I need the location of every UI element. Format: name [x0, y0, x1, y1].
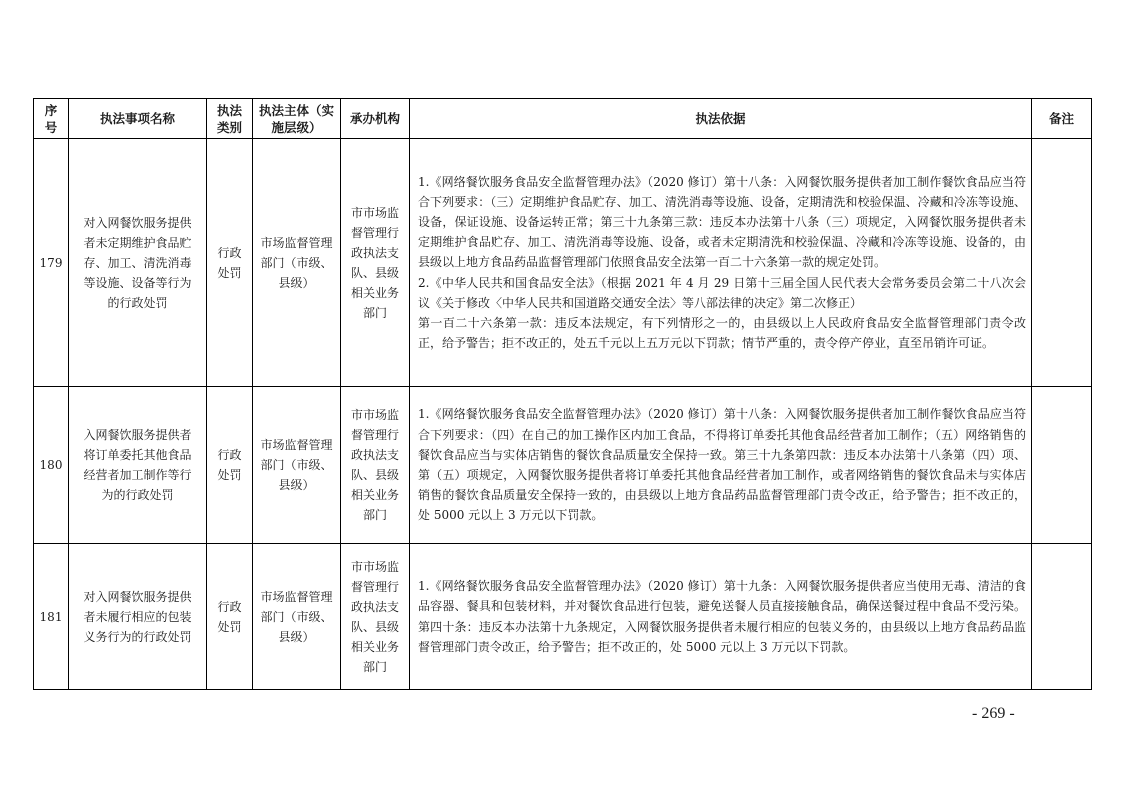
row-agency: 市市场监督管理行政执法支队、县级相关业务部门: [341, 387, 410, 544]
row-basis: [410, 544, 1032, 690]
row-subject: 市场监督管理部门（市级、县级）: [253, 387, 341, 544]
row-category: 行政处罚: [207, 139, 253, 387]
basis-paragraph: 1.《网络餐饮服务食品安全监督管理办法》（2020 修订）第十八条：入网餐饮服务提供者加工制作餐饮食品应当符合下列要求：（四）在自己的加工操作区内加工食品，不得将订单委托其他食品经营者加工制作；（五）网络销售的餐饮食品应当与实体店销售的餐饮食品质量安全保持一致。第三十九条第四款：违反本办法第十八条第（四）项、第（五）项规定，入网餐饮服务提供者将订单委托其他食品经营者加工制作，或者网络销售的餐饮食品未与实体店销售的餐饮食品质量安全保持一致的，由县级以上地方食品药品监督管理部门责令改正，给予警告；拒不改正的，处 5000 元以上 3 万元以下罚款。: [418, 407, 1026, 523]
row-basis: [410, 387, 1032, 544]
table-row: [34, 387, 1092, 544]
row-agency: 市市场监督管理行政执法支队、县级相关业务部门: [341, 139, 410, 387]
enforcement-table: [33, 98, 1092, 690]
table-header-row: [34, 99, 1092, 139]
row-subject: 市场监督管理部门（市级、县级）: [253, 544, 341, 690]
page-number: - 269 -: [972, 705, 1015, 722]
row-remark: [1032, 544, 1092, 690]
header-seq: 序号: [34, 99, 69, 139]
row-category: 行政处罚: [207, 387, 253, 544]
basis-paragraph: 2.《中华人民共和国食品安全法》（根据 2021 年 4 月 29 日第十三届全国人民代表大会常务委员会第二十八次会议《关于修改〈中华人民共和国道路交通安全法〉等八部法律的决定》第二次修正）: [418, 275, 1026, 310]
header-remark: 备注: [1032, 99, 1092, 139]
row-item-name: 对入网餐饮服务提供者未定期维护食品贮存、加工、清洗消毒等设施、设备等行为的行政处罚: [69, 139, 207, 387]
row-item-name: 对入网餐饮服务提供者未履行相应的包装义务行为的行政处罚: [69, 544, 207, 690]
table-row: [34, 139, 1092, 387]
header-item-name: 执法事项名称: [69, 99, 207, 139]
header-basis: 执法依据: [410, 99, 1032, 139]
header-category: 执法类别: [207, 99, 253, 139]
header-subject: 执法主体（实施层级）: [253, 99, 341, 139]
basis-paragraph: 1.《网络餐饮服务食品安全监督管理办法》（2020 修订）第十九条：入网餐饮服务提供者应当使用无毒、清洁的食品容器、餐具和包装材料，并对餐饮食品进行包装，避免送餐人员直接接触食品，确保送餐过程中食品不受污染。第四十条：违反本办法第十九条规定，入网餐饮服务提供者未履行相应的包装义务的，由县级以上地方食品药品监督管理部门责令改正，给予警告；拒不改正的，处 5000 元以上 3 万元以下罚款。: [418, 579, 1026, 654]
row-seq: 180: [34, 387, 69, 544]
row-remark: [1032, 139, 1092, 387]
row-agency: 市市场监督管理行政执法支队、县级相关业务部门: [341, 544, 410, 690]
row-category: 行政处罚: [207, 544, 253, 690]
row-basis: [410, 139, 1032, 387]
table-row: [34, 544, 1092, 690]
row-remark: [1032, 387, 1092, 544]
basis-paragraph: 第一百二十六条第一款：违反本法规定，有下列情形之一的，由县级以上人民政府食品安全监督管理部门责令改正，给予警告；拒不改正的，处五千元以上五万元以下罚款；情节严重的，责令停产停业，直至吊销许可证。: [418, 316, 1026, 351]
row-subject: 市场监督管理部门（市级、县级）: [253, 139, 341, 387]
row-seq: 181: [34, 544, 69, 690]
row-seq: 179: [34, 139, 69, 387]
row-item-name: 入网餐饮服务提供者将订单委托其他食品经营者加工制作等行为的行政处罚: [69, 387, 207, 544]
basis-paragraph: 1.《网络餐饮服务食品安全监督管理办法》（2020 修订）第十八条：入网餐饮服务提供者加工制作餐饮食品应当符合下列要求：（三）定期维护食品贮存、加工、清洗消毒等设施、设备，定期清洗和校验保温、冷藏和冷冻等设施、设备，保证设施、设备运转正常；第三十九条第三款：违反本办法第十八条（三）项规定，入网餐饮服务提供者未定期维护食品贮存、加工、清洗消毒等设施、设备，或者未定期清洗和校验保温、冷藏和冷冻等设施、设备的，由县级以上地方食品药品监督管理部门依照食品安全法第一百二十六条第一款的规定处罚。: [418, 174, 1026, 270]
header-agency: 承办机构: [341, 99, 410, 139]
